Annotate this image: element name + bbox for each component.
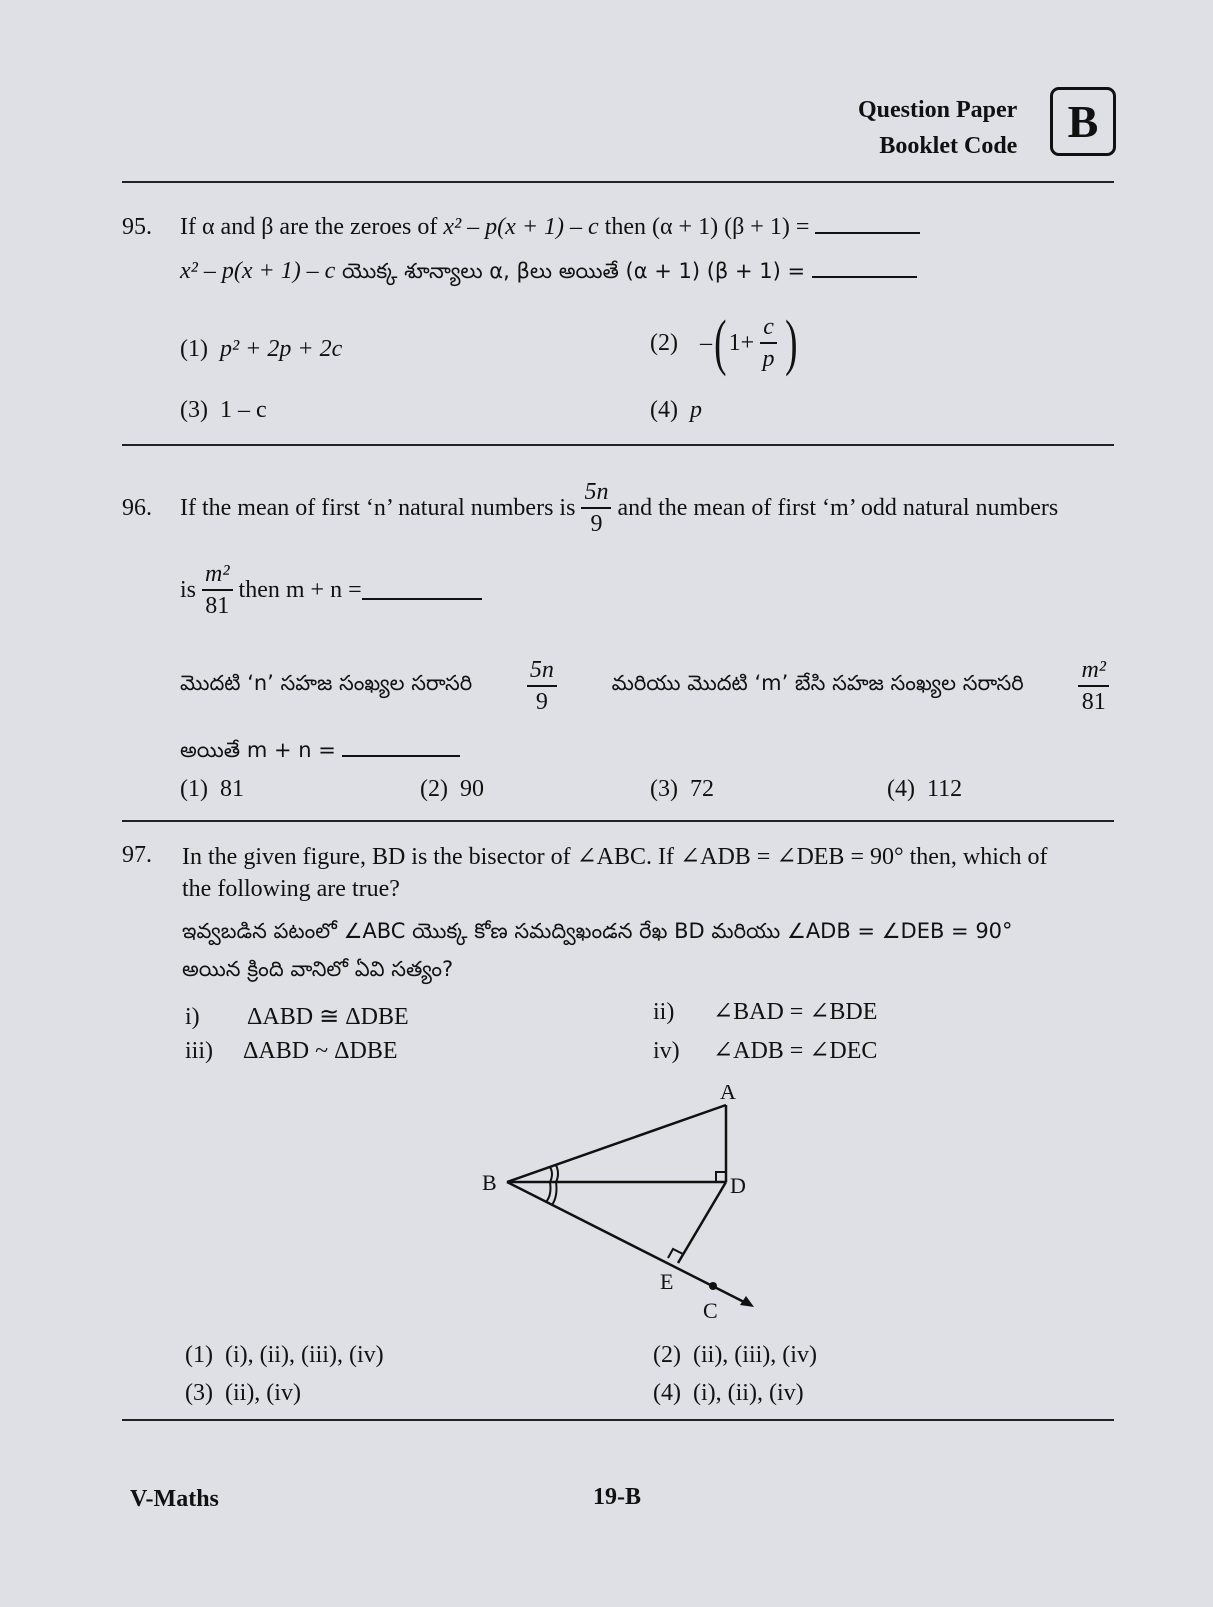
q96-te-a: మొదటి ‘n’ సహజ సంఖ్యల సరాసరి	[180, 671, 473, 695]
footer-subject: V-Maths	[130, 1486, 219, 1512]
q97-statement-iv	[653, 1036, 877, 1065]
q97-statement-i	[185, 1002, 409, 1031]
option-sign: –	[699, 329, 712, 356]
fraction-denominator: 81	[205, 593, 230, 619]
q96-then: then m + n =	[238, 576, 362, 603]
fraction-denominator: 81	[1081, 689, 1106, 715]
answer-blank	[342, 754, 460, 757]
option-one: 1+	[728, 329, 755, 356]
option-label: (4)	[653, 1380, 681, 1406]
angle-arc-1	[550, 1167, 552, 1182]
statement-text: ΔABD ≅ ΔDBE	[247, 1004, 409, 1030]
q95-te-text: యొక్క శూన్యాలు α, βలు అయితే (α + 1) (β + 1) =	[335, 259, 812, 283]
option-label: (2)	[653, 1342, 681, 1368]
option-text: 81	[219, 776, 244, 802]
q96-option-2[interactable]	[420, 776, 484, 803]
q97-option-1[interactable]	[185, 1342, 384, 1369]
q96-telugu-line2	[180, 737, 460, 768]
question-number: 96.	[122, 494, 152, 521]
statement-text: ∠ADB = ∠DEC	[713, 1038, 878, 1064]
option-text: (ii), (iv)	[224, 1380, 301, 1406]
label-d: D	[730, 1173, 746, 1198]
divider	[122, 181, 1114, 183]
statement-label: ii)	[653, 999, 675, 1025]
fraction-numerator: c	[760, 315, 777, 344]
option-text: 90	[459, 776, 484, 802]
option-text: (i), (ii), (iii), (iv)	[224, 1342, 384, 1368]
left-paren: (	[714, 309, 727, 377]
segment-de	[678, 1182, 726, 1263]
q95-option-4[interactable]	[650, 397, 702, 424]
answer-blank	[362, 597, 482, 600]
triangle-figure	[470, 1085, 780, 1325]
right-angle-d	[716, 1172, 726, 1182]
q96-te-b: మరియు మొదటి ‘m’ బేసి సహజ సంఖ్యల సరాసరి	[611, 671, 1024, 695]
five-n-over-nine	[581, 480, 611, 536]
q96-english-line1	[122, 480, 1058, 536]
option-text: (ii), (iii), (iv)	[692, 1342, 817, 1368]
fraction-denominator: 9	[535, 689, 548, 715]
booklet-code-label	[858, 92, 1017, 164]
q96-is: is	[180, 576, 197, 603]
option-label: (1)	[180, 776, 208, 802]
option-text: 112	[926, 776, 963, 802]
fraction-denominator: 9	[590, 511, 603, 537]
five-n-over-nine	[527, 658, 557, 714]
angle-arc-1b	[556, 1165, 558, 1182]
label-b: B	[482, 1170, 497, 1195]
q96-option-4[interactable]	[887, 776, 962, 803]
angle-arc-2	[546, 1182, 551, 1202]
option-label: (4)	[650, 397, 678, 423]
point-c	[709, 1282, 717, 1290]
q95-english	[180, 214, 920, 241]
label-e: E	[660, 1269, 674, 1294]
q97-english-line1: In the given figure, BD is the bisector of ∠ABC. If ∠ADB = ∠DEB = 90° then, which of	[182, 844, 1048, 870]
statement-text: ΔABD ~ ΔDBE	[243, 1038, 398, 1064]
m-squared-over-81	[202, 562, 233, 618]
divider	[122, 820, 1114, 822]
q97-telugu-line2: అయిన క్రింది వానిలో ఏవి సత్యం?	[182, 957, 454, 981]
option-label: (3)	[185, 1380, 213, 1406]
option-text: p	[689, 397, 702, 423]
right-paren: )	[784, 309, 798, 377]
option-label: (2)	[420, 776, 448, 802]
segment-ba	[507, 1105, 726, 1182]
m-squared-over-81	[1078, 658, 1109, 714]
statement-text: ∠BAD = ∠BDE	[713, 999, 878, 1025]
statement-label: i)	[185, 1004, 200, 1030]
option-label: (3)	[650, 776, 678, 802]
option-text: p² + 2p + 2c	[219, 336, 343, 362]
q96-telugu-line1	[180, 658, 1115, 714]
q95-option-3[interactable]	[180, 397, 267, 424]
fraction-numerator: m²	[1078, 658, 1109, 687]
q96-en-a: If the mean of first ‘n’ natural numbers is	[180, 494, 576, 521]
booklet-code-line2: Booklet Code	[879, 133, 1018, 159]
q95-en-prefix: If α and β are the zeroes of	[180, 214, 444, 240]
q97-english-line2: the following are true?	[182, 876, 400, 902]
option-label: (2)	[650, 329, 678, 356]
fraction-numerator: 5n	[527, 658, 557, 687]
q96-option-1[interactable]	[180, 776, 244, 803]
q95-option-2[interactable]	[650, 309, 800, 377]
q95-te-expr: x² – p(x + 1) – c	[180, 258, 336, 284]
q95-telugu	[180, 258, 917, 289]
q97-option-2[interactable]	[653, 1342, 817, 1369]
angle-arc-2b	[552, 1182, 557, 1205]
booklet-code-line1: Question Paper	[858, 97, 1018, 123]
q95-en-expr: x² – p(x + 1) – c	[443, 214, 599, 240]
fraction-numerator: m²	[202, 562, 233, 591]
c-over-p-fraction	[760, 315, 777, 371]
q96-te-c: అయితే m + n =	[180, 738, 343, 762]
option-label: (1)	[185, 1342, 213, 1368]
option-label: (3)	[180, 397, 208, 423]
question-number: 95.	[122, 214, 152, 240]
q97-statement-ii	[653, 997, 877, 1026]
label-c: C	[703, 1298, 718, 1323]
q96-en-b: and the mean of first ‘m’ odd natural numbers	[617, 494, 1059, 521]
q97-option-3[interactable]	[185, 1380, 301, 1407]
statement-label: iv)	[653, 1038, 680, 1064]
option-text: (i), (ii), (iv)	[692, 1380, 804, 1406]
q95-option-1[interactable]	[180, 336, 342, 363]
option-text: 72	[689, 776, 714, 802]
q97-telugu-line1: ఇవ్వబడిన పటంలో ∠ABC యొక్క కోణ సమద్విఖండన రేఖ BD మరియు ∠ADB = ∠DEB = 90°	[182, 919, 1013, 943]
q97-option-4[interactable]	[653, 1380, 804, 1407]
option-label: (1)	[180, 336, 208, 362]
answer-blank	[812, 275, 917, 278]
q95-en-suffix: then (α + 1) (β + 1) =	[598, 214, 816, 240]
q97-statement-iii	[185, 1038, 398, 1065]
divider	[122, 1419, 1114, 1421]
option-label: (4)	[887, 776, 915, 802]
divider	[122, 444, 1114, 446]
answer-blank	[815, 231, 920, 234]
label-a: A	[720, 1085, 736, 1104]
booklet-code-box: B	[1050, 87, 1116, 156]
fraction-numerator: 5n	[581, 480, 611, 509]
q96-option-3[interactable]	[650, 776, 714, 803]
option-text: 1 – c	[219, 397, 267, 423]
fraction-denominator: p	[762, 346, 775, 372]
footer-page-number: 19-B	[593, 1484, 641, 1510]
question-number: 97.	[122, 842, 152, 868]
q96-english-line2	[180, 562, 482, 618]
statement-label: iii)	[185, 1038, 213, 1064]
